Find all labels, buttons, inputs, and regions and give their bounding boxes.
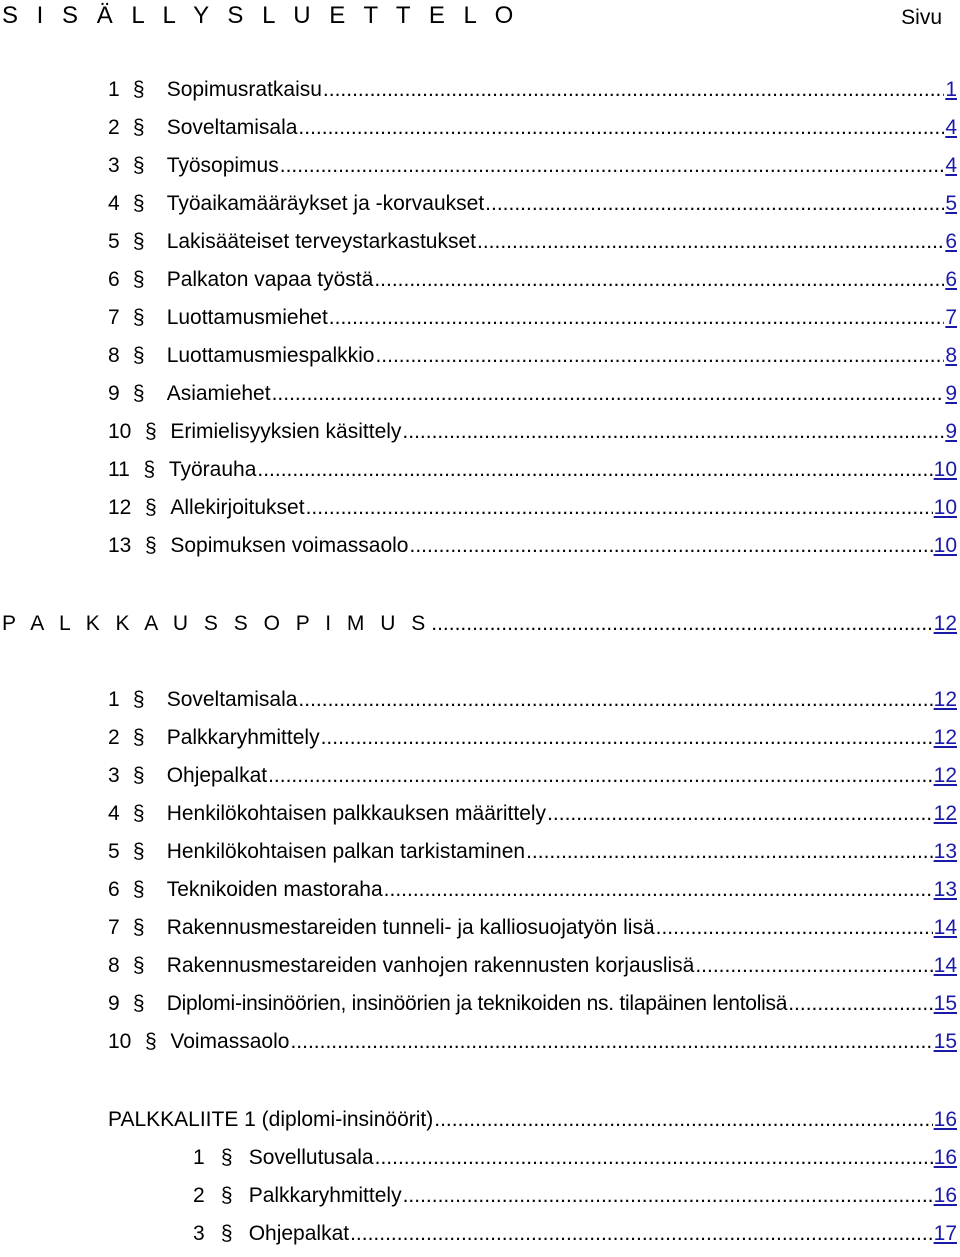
page-link[interactable]: 17 <box>933 1222 957 1245</box>
toc-entry[interactable] <box>108 1028 957 1056</box>
page-link[interactable]: 4 <box>945 154 957 177</box>
page-column-label: Sivu <box>901 6 942 29</box>
section-sign: § <box>132 344 145 367</box>
section-number: 7 <box>108 306 120 329</box>
section-number: 7 <box>108 916 120 939</box>
dot-leader <box>526 838 933 866</box>
toc-entry[interactable] <box>108 876 957 904</box>
page-link[interactable]: 14 <box>933 954 957 977</box>
toc-entry[interactable] <box>108 494 957 522</box>
dot-leader <box>656 914 933 942</box>
dot-leader <box>280 152 945 180</box>
entry-label: Henkilökohtaisen palkkauksen määrittely <box>166 802 547 825</box>
page-link[interactable]: 12 <box>933 802 957 825</box>
section-number: 1 <box>108 688 120 711</box>
entry-label: Teknikoiden mastoraha <box>166 878 383 901</box>
page-link[interactable]: 10 <box>933 458 957 481</box>
toc-entry[interactable] <box>108 686 957 714</box>
toc-entry[interactable] <box>108 952 957 980</box>
entry-label: Rakennusmestareiden vanhojen rakennusten korjauslisä <box>166 954 695 977</box>
page-link[interactable]: 16 <box>933 1108 957 1131</box>
toc-entry[interactable] <box>108 914 957 942</box>
toc-entry[interactable] <box>108 266 957 294</box>
toc-heading-palkkaussopimus[interactable] <box>2 610 957 638</box>
entry-label: Diplomi-insinöörien, insinöörien ja teknikoiden ns. tilapäinen lentolisä <box>166 992 788 1015</box>
toc-entry[interactable] <box>108 990 957 1018</box>
section-number: 2 <box>108 726 120 749</box>
page-link[interactable]: 5 <box>945 192 957 215</box>
page-link[interactable]: 6 <box>945 230 957 253</box>
entry-label: Sovellutusala <box>248 1146 374 1169</box>
section-number: 2 <box>193 1184 205 1207</box>
section-number: 5 <box>108 840 120 863</box>
section-sign: § <box>132 192 145 215</box>
toc-entry[interactable] <box>108 342 957 370</box>
toc-entry[interactable] <box>108 456 957 484</box>
dot-leader <box>384 876 933 904</box>
section-number: 8 <box>108 954 120 977</box>
entry-label: Allekirjoitukset <box>170 496 305 519</box>
section-sign: § <box>132 992 145 1015</box>
entry-label: Palkaton vapaa työstä <box>166 268 374 291</box>
section-sign: § <box>132 764 145 787</box>
dot-leader <box>402 418 944 446</box>
section-sign: § <box>145 1030 157 1053</box>
section-sign: § <box>145 420 157 443</box>
entry-label: Asiamiehet <box>166 382 271 405</box>
toc-entry[interactable] <box>108 76 957 104</box>
section-number: 12 <box>108 496 132 519</box>
section-sign: § <box>132 954 145 977</box>
dot-leader <box>547 800 933 828</box>
entry-label: Ohjepalkat <box>166 764 268 787</box>
dot-leader <box>272 380 945 408</box>
page-link[interactable]: 1 <box>945 78 957 101</box>
page-link[interactable]: 12 <box>933 612 957 635</box>
page-link[interactable]: 10 <box>933 534 957 557</box>
section-sign: § <box>132 726 145 749</box>
dot-leader <box>350 1220 933 1248</box>
dot-leader <box>298 114 944 142</box>
entry-label: Sopimuksen voimassaolo <box>170 534 409 557</box>
page-link[interactable]: 9 <box>945 382 957 405</box>
toc-entry[interactable] <box>193 1144 957 1172</box>
section-number: 5 <box>108 230 120 253</box>
toc-entry[interactable] <box>108 304 957 332</box>
section-number: 3 <box>108 154 120 177</box>
section-number: 9 <box>108 382 120 405</box>
dot-leader <box>323 76 944 104</box>
dot-leader <box>321 724 933 752</box>
entry-label: Henkilökohtaisen palkan tarkistaminen <box>166 840 526 863</box>
section-sign: § <box>132 802 145 825</box>
toc-entry[interactable] <box>193 1182 957 1210</box>
page-link[interactable]: 10 <box>933 496 957 519</box>
toc-heading-palkkaliite[interactable] <box>108 1106 957 1134</box>
section-sign: § <box>143 458 156 481</box>
toc-entry[interactable] <box>108 724 957 752</box>
section-sign: § <box>132 78 145 101</box>
entry-label: Soveltamisala <box>166 116 298 139</box>
section-sign: § <box>132 116 145 139</box>
section-sign: § <box>220 1184 233 1207</box>
page-link[interactable]: 15 <box>933 1030 957 1053</box>
toc-entry[interactable] <box>108 228 957 256</box>
section-sign: § <box>132 878 145 901</box>
section-sign: § <box>132 268 145 291</box>
section-sign: § <box>132 382 145 405</box>
page-link[interactable]: 6 <box>945 268 957 291</box>
toc-entry[interactable] <box>108 380 957 408</box>
entry-label: Palkkaryhmittely <box>166 726 320 749</box>
page-link[interactable]: 9 <box>945 420 957 443</box>
section-number: 1 <box>193 1146 205 1169</box>
toc-entry[interactable] <box>193 1220 957 1248</box>
page-link[interactable]: 12 <box>933 726 957 749</box>
section-number: 4 <box>108 802 120 825</box>
section-number: 9 <box>108 992 120 1015</box>
dot-leader <box>268 762 933 790</box>
toc-entry[interactable] <box>108 532 957 560</box>
toc-entry[interactable] <box>108 762 957 790</box>
toc-entry[interactable] <box>108 114 957 142</box>
page-link[interactable]: 14 <box>933 916 957 939</box>
entry-label: Työrauha <box>168 458 257 481</box>
heading-label: P A L K K A U S S O P I M U S <box>2 612 431 635</box>
page-link[interactable]: 16 <box>933 1146 957 1169</box>
entry-label: Luottamusmiespalkkio <box>166 344 375 367</box>
page-link[interactable]: 16 <box>933 1184 957 1207</box>
section-number: 11 <box>108 458 130 481</box>
section-number: 8 <box>108 344 120 367</box>
heading-label: PALKKALIITE 1 (diplomi-insinöörit) <box>108 1108 434 1131</box>
dot-leader <box>788 990 932 1018</box>
dot-leader <box>290 1028 932 1056</box>
section-number: 10 <box>108 1030 132 1053</box>
toc-entry[interactable] <box>108 418 957 446</box>
dot-leader <box>257 456 932 484</box>
dot-leader <box>695 952 932 980</box>
section-sign: § <box>132 306 145 329</box>
toc-entry[interactable] <box>108 190 957 218</box>
section-number: 6 <box>108 268 120 291</box>
entry-label: Työaikamääräykset ja -korvaukset <box>166 192 485 215</box>
page-link[interactable]: 13 <box>933 840 957 863</box>
page-link[interactable]: 12 <box>933 764 957 787</box>
section-number: 10 <box>108 420 132 443</box>
page-link[interactable]: 8 <box>945 344 957 367</box>
section-number: 13 <box>108 534 132 557</box>
page-link[interactable]: 7 <box>945 306 957 329</box>
dot-leader <box>409 532 932 560</box>
entry-label: Palkkaryhmittely <box>248 1184 402 1207</box>
toc-entry[interactable] <box>108 800 957 828</box>
entry-label: Voimassaolo <box>170 1030 290 1053</box>
section-sign: § <box>132 230 145 253</box>
section-sign: § <box>220 1222 233 1245</box>
dot-leader <box>329 304 945 332</box>
dot-leader <box>375 1144 933 1172</box>
dot-leader <box>477 228 944 256</box>
dot-leader <box>306 494 933 522</box>
toc-entry[interactable] <box>108 152 957 180</box>
page-link[interactable]: 13 <box>933 878 957 901</box>
dot-leader <box>434 1106 932 1134</box>
entry-label: Soveltamisala <box>166 688 298 711</box>
entry-label: Ohjepalkat <box>248 1222 350 1245</box>
section-number: 4 <box>108 192 120 215</box>
entry-label: Työsopimus <box>166 154 279 177</box>
section-sign: § <box>145 496 157 519</box>
section-number: 3 <box>193 1222 205 1245</box>
section-sign: § <box>132 154 145 177</box>
dot-leader <box>485 190 944 218</box>
entry-label: Rakennusmestareiden tunneli- ja kalliosuojatyön lisä <box>166 916 655 939</box>
section-number: 6 <box>108 878 120 901</box>
section-number: 2 <box>108 116 120 139</box>
entry-label: Lakisääteiset terveystarkastukset <box>166 230 476 253</box>
page-link[interactable]: 4 <box>945 116 957 139</box>
entry-label: Erimielisyyksien käsittely <box>170 420 402 443</box>
dot-leader <box>298 686 932 714</box>
section-sign: § <box>132 840 145 863</box>
dot-leader <box>431 610 932 638</box>
dot-leader <box>375 342 944 370</box>
toc-title: S I S Ä L L Y S L U E T T E L O <box>2 2 520 29</box>
toc-entry[interactable] <box>108 838 957 866</box>
page-link[interactable]: 15 <box>933 992 957 1015</box>
page-link[interactable]: 12 <box>933 688 957 711</box>
entry-label: Sopimusratkaisu <box>166 78 322 101</box>
dot-leader <box>374 266 944 294</box>
entry-label: Luottamusmiehet <box>166 306 328 329</box>
section-sign: § <box>132 688 145 711</box>
section-sign: § <box>132 916 145 939</box>
section-number: 3 <box>108 764 120 787</box>
section-number: 1 <box>108 78 120 101</box>
section-sign: § <box>145 534 157 557</box>
dot-leader <box>403 1182 933 1210</box>
section-sign: § <box>220 1146 233 1169</box>
